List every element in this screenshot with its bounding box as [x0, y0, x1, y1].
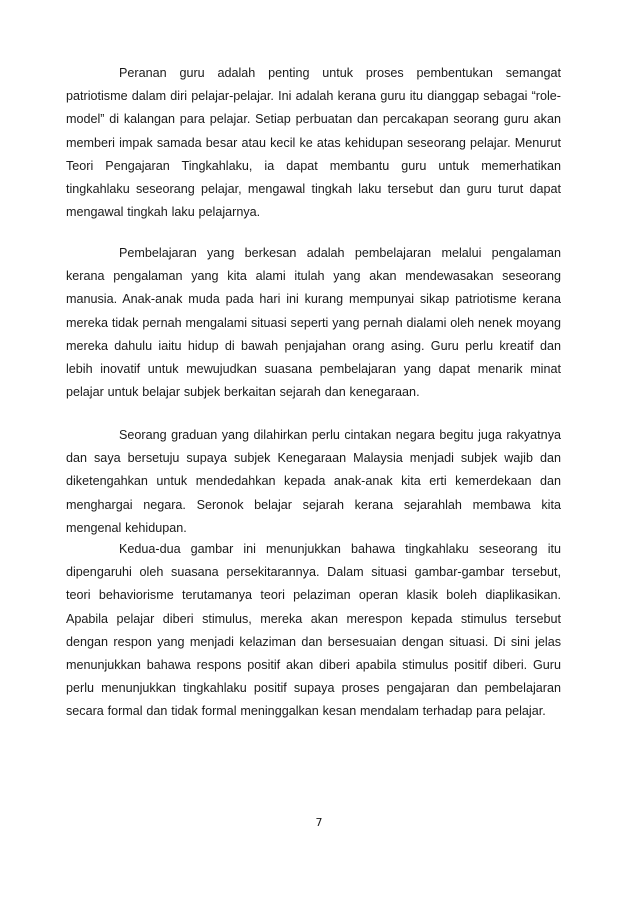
page-number: 7	[315, 816, 323, 829]
paragraph-2: Pembelajaran yang berkesan adalah pembelajaran melalui pengalaman kerana pengalaman yang kita alami itulah yang akan mendewasakan seseorang manusia. Anak-anak muda pada hari ini kurang mempunyai sikap patriotisme kerana mereka tidak pernah mengalami situasi seperti yang pernah dialami oleh nenek moyang mereka dahulu iaitu hidup di bawah penjajahan orang asing. Guru perlu kreatif dan lebih inovatif untuk mewujudkan suasana pembelajaran yang dapat menarik minat pelajar untuk belajar subjek berkaitan sejarah dan kenegaraan.	[66, 246, 561, 400]
paragraph-1: Peranan guru adalah penting untuk proses pembentukan semangat patriotisme dalam diri pelajar-pelajar. Ini adalah kerana guru itu dianggap sebagai “role-model” di kalangan para pelajar. Setiap perbuatan dan percakapan seorang guru akan memberi impak samada besar atau kecil ke atas kehidupan seseorang pelajar. Menurut Teori Pengajaran Tingkahlaku, ia dapat membantu guru untuk memerhatikan tingkahlaku seseorang pelajar, mengawal tingkah laku tersebut dan guru turut dapat mengawal tingkah laku pelajarnya.	[66, 66, 561, 220]
paragraph-4: Kedua-dua gambar ini menunjukkan bahawa tingkahlaku seseorang itu dipengaruhi oleh suasana persekitarannya. Dalam situasi gambar-gambar tersebut, teori behaviorisme terutamanya teori pelaziman operan klasik boleh diaplikasikan. Apabila pelajar diberi stimulus, mereka akan merespon kepada stimulus tersebut dengan respon yang menjadi kelaziman dan bersesuaian dengan situasi. Di sini jelas menunjukkan bahawa respons positif akan diberi apabila stimulus positif diberi. Guru perlu menunjukkan tingkahlaku positif supaya proses pengajaran dan pembelajaran secara formal dan tidak formal meninggalkan kesan mendalam terhadap para pelajar.	[66, 542, 561, 719]
paragraph-3: Seorang graduan yang dilahirkan perlu cintakan negara begitu juga rakyatnya dan saya bersetuju supaya subjek Kenegaraan Malaysia menjadi subjek wajib dan diketengahkan untuk mendedahkan kepada anak-anak kita erti kemerdekaan dan menghargai negara. Seronok belajar sejarah kerana sejarahlah membawa kita mengenal kehidupan.	[66, 428, 561, 535]
